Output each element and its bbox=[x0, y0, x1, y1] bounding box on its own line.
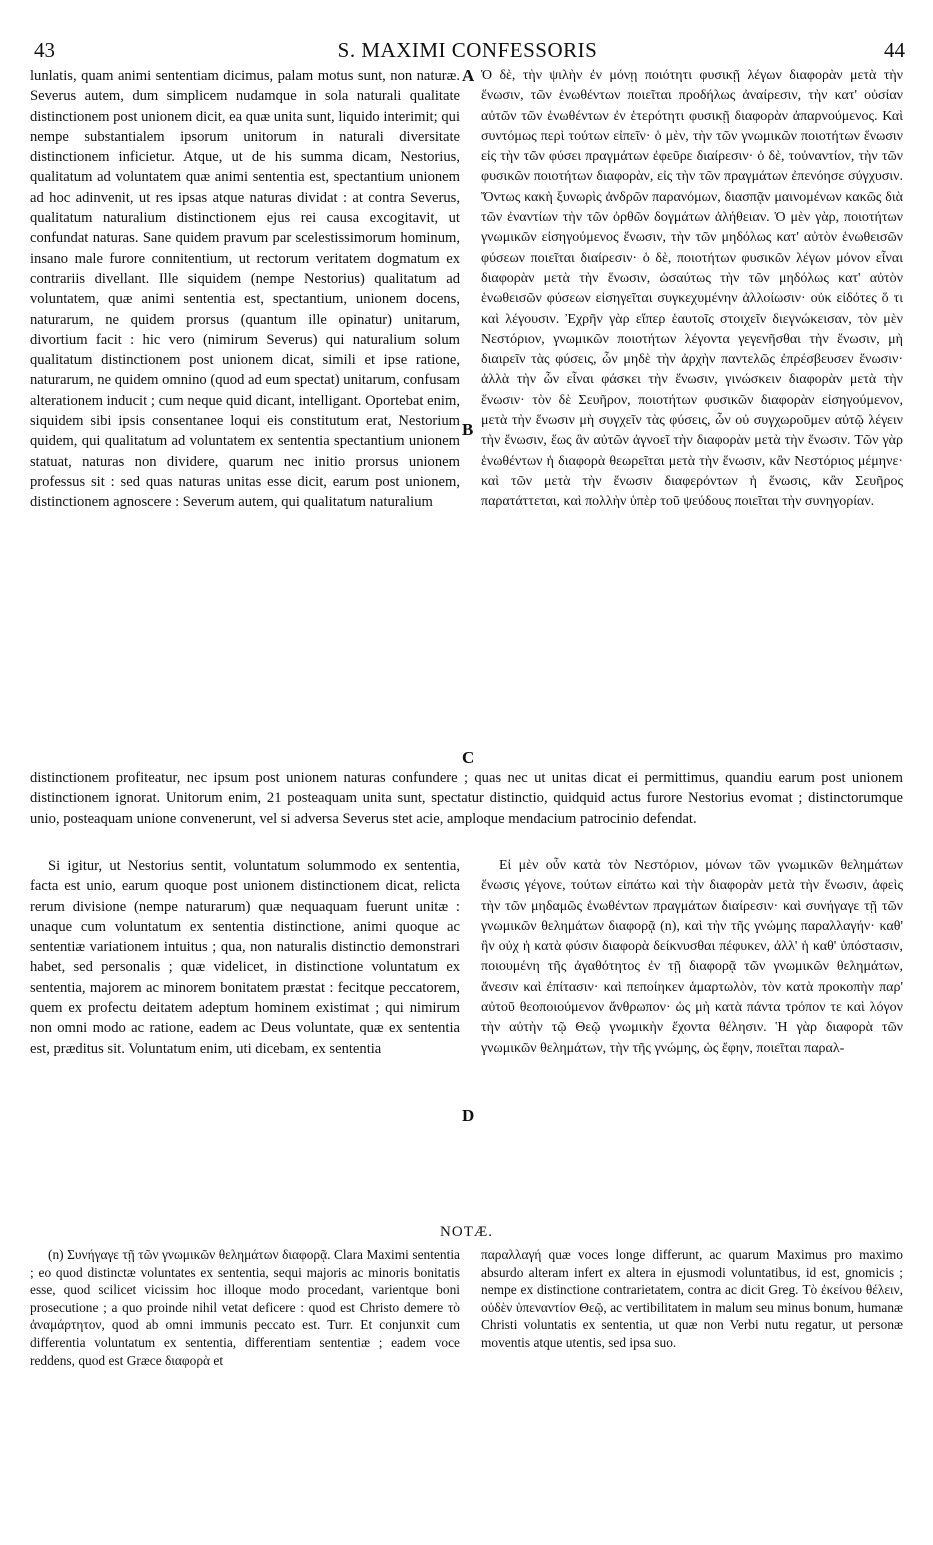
latin-full-width-paragraph bbox=[30, 768, 903, 829]
page-number-right: 44 bbox=[884, 38, 905, 62]
note-right-column bbox=[481, 1246, 903, 1352]
margin-marker-c: C bbox=[462, 748, 475, 767]
greek-text-bottom: Εἰ μὲν οὖν κατὰ τὸν Νεστόριον, μόνων τῶν γνωμικῶν θελημάτων ἕνωσις γέγονε, τούτων εἰπάτω καὶ τὴν διαφορὰν μετὰ τὴν ἕνωσιν, ἀφεὶς τὴν τῶν μηδαμῶς ἑνωθέντων πραγμάτων διαίρεσιν· καὶ συνήγαγε τῇ τῶν γνωμικῶν θελημάτων διαφορᾷ (n), καὶ τὴν τῆς γνώμης παραλλαγήν· καθ' ἣν οὐχ ἡ κατὰ φύσιν διαφορὰ δείκνυσθαι πέφυκεν, ἀλλ' ἡ καθ' ὑπόστασιν, ποιουμένη τῆς ἀγαθότητος ἐν τῇ διαφορᾷ τῶν γνωμικῶν θελημάτων, ἄνεσιν καὶ ἐπίτασιν· καὶ πεποίηκεν ἁμαρτωλὸν, τὸν κατὰ προκοπὴν παρ' αὐτοῦ θεοποιούμενον ἄνθρωπον· ὡς μὴ κατὰ πάντα τρόπον τε καὶ λόγον τὴν αὐτὴν τῷ Θεῷ γνωμικὴν ἔχοντα θέλησιν. Ἡ γὰρ διαφορὰ τῶν γνωμικῶν θελημάτων, τὴν τῆς γνώμης, ὡς ἔφην, ποιεῖται παραλ- bbox=[481, 858, 903, 1056]
margin-marker-d: D bbox=[462, 1106, 475, 1125]
notes-heading: NOTÆ. bbox=[440, 1224, 493, 1240]
latin-text-full: distinctionem profiteatur, nec ipsum post unionem naturas confundere ; quas nec ut unitas dicat ei permittimus, quandiu earum post unionem distinctionem ignorat. Unitorum enim, 21 posteaquam unita sunt, spectatur distinctio, quidquid actus furore Nestorius evomat ; distinctorumque unio, posteaquam unione convenerunt, vel si adversa Severus stet acie, amploque mendacium patrocinio defendat. bbox=[30, 770, 903, 827]
greek-column-top bbox=[481, 66, 903, 513]
note-left-column bbox=[30, 1246, 460, 1369]
running-title: S. MAXIMI CONFESSORIS bbox=[337, 38, 598, 62]
latin-text-bottom: Si igitur, ut Nestorius sentit, voluntatum solummodo ex sententia, facta est unio, earum quoque post unionem distinctionem dicat, relicta rerum divisione (nempe naturarum) quæ nequaquam fuerunt unitæ : unaque cum voluntatum ex sententia distinctione, animi quoque ac sententiæ variationem intuitus ; qua, non naturalis distinctio demonstrari habet, sed personalis ; quæ videlicet, in distinctione voluntatum ex sententia, majorem ac minorem bonitatem præstat : fecitque peccatorem, quem ex profectu deitatem adeptum hominem existimat ; qui nimirum non omni modo ac ratione, eadem ac Deus voluntate, quæ ex sententia est, præditus sit. Voluntatum enim, uti dicebam, ex sententia bbox=[30, 858, 460, 1057]
page-number-left: 43 bbox=[34, 38, 55, 62]
page-header bbox=[30, 38, 905, 64]
margin-marker-b: B bbox=[462, 420, 474, 439]
greek-column-bottom bbox=[481, 856, 903, 1059]
note-right-text: παραλλαγή quæ voces longe differunt, ac quarum Maximus pro maximo absurdo alteram infert ex altera in ejusmodi voluntatibus, id est, gnomicis ; nempe ex distinctione contrarietatem, contra ac dicit Greg. Τὸ ἐκείνου θέλειν, οὐδὲν ὑπεναντίον Θεῷ, ac vertibilitatem in malum seu minus bonum, humanæ Christi voluntatis ex sententia, ut quæ non Verbi nutu regatur, ut personæ moventis atque utentis, sed ipsa suo. bbox=[481, 1247, 903, 1350]
note-left-text: (n) Συνήγαγε τῇ τῶν γνωμικῶν θελημάτων διαφορᾷ. Clara Maximi sententia ; eo quod distinctæ voluntates ex sententia, sequi majoris ac minoris bonitatis esse, quod scilicet vicissim hoc illoque modo procedant, varientque boni prosecutione ; a quo proinde nihil vetat deficere : quod est Christo demere τὸ ἀναμάρτητον, quod ab omni immunis peccato est. Turr. Et conjunxit cum differentia voluntatum ex sententia, differentiam sententiæ ; eadem voce reddens, quod est Græce διαφορὰ et bbox=[30, 1247, 460, 1368]
greek-text-top: Ὁ δὲ, τὴν ψιλὴν ἐν μόνῃ ποιότητι φυσικῇ λέγων διαφορὰν μετὰ τὴν ἕνωσιν, τῶν ἑνωθέντων ποιεῖται προδήλως ἀναίρεσιν, τὴν κατ' οὐσίαν αὐτῶν τῶν ἑνωθέντων ἐν ἑτερότητι φυσικῇ διαφορὰν ἀπαρνούμενος. Καὶ συντόμως περὶ τούτων εἰπεῖν· ὁ μὲν, τὴν τῶν γνωμικῶν ποιοτήτων ἕνωσιν εἰς τὴν τῶν φύσει πραγμάτων ἐφεῦρε διαίρεσιν· ὁ δὲ, τοὐναντίον, τὴν τῶν φυσικῶν ποιοτήτων διαφορὰν, εἰς τὴν τῶν πραγμάτων ἐπενόησε σύγχυσιν. Ὄντως κακὴ ξυνωρὶς ἀνδρῶν παρανόμων, διασπᾷν μαινομένων κακῶς διὰ τῶν ἐναντίων τὴν τῶν ὀρθῶν δογμάτων ἀλήθειαν. Ὁ μὲν γὰρ, ποιοτήτων γνωμικῶν εἰσηγούμενος ἕνωσιν, τὴν τῶν μηδόλως κατ' αὐτὸν ἑνωθεισῶν φύσεων ποιεῖται διαίρεσιν· ὁ δὲ, ποιοτήτων φυσικῶν λέγων μόνον εἶναι διαφορὰν μετὰ τὴν ἕνωσιν, ὡσαύτως τὴν τῶν μηδόλως κατ' αὐτὸν ἑνωθεισῶν φύσεων εἰσηγεῖται συγκεχυμένην ἀλλοίωσιν· οὐκ εἰδότες ὅ τι καὶ λέγουσιν. Ἐχρῆν γὰρ εἴπερ ἑαυτοῖς στοιχεῖν διεγνώκεισαν, τὸν μὲν Νεστόριον, γνωμικῶν ποιοτήτων λέγοντα γεγενῆσθαι τὴν ἕνωσιν, μὴ διαιρεῖν τὰς φύσεις, ὧν μηδὲ τὴν ἀρχὴν παντελῶς ἐπρέσβευσεν ἕνωσιν· ἀλλὰ τὴν ὧν εἶναι φάσκει τὴν ἕνωσιν, γινώσκειν διαφορὰν μετὰ τὴν ἕνωσιν· τὸν δὲ Σευῆρον, ποιοτήτων φυσικῶν διαφορὰν εἰσηγούμενον, μετὰ τὴν ἕνωσιν μὴ συγχεῖν τὰς φύσεις, ὧν οὐ συγχωροῦμεν αὐτῷ λέγειν τὴν ἕνωσιν, ἕως ἂν αὐτῶν ἀγνοεῖ τὴν διαφορὰν μετὰ τὴν ἕνωσιν. Τῶν γὰρ ἑνωθέντων ἡ διαφορὰ θεωρεῖται μετὰ τὴν ἕνωσιν, κἂν Νεστόριος μέμηνε· καὶ τῶν μετὰ τὴν ἕνωσιν διαφερόντων ἡ ἕνωσις, κἂν Σευῆρος παρατάττεται, καὶ πολλὴν ὑπὲρ τοῦ ψεύδους ποιεῖται τὴν συνηγορίαν. bbox=[481, 68, 903, 510]
margin-marker-a: A bbox=[462, 66, 475, 85]
latin-text-top: lunlatis, quam animi sententiam dicimus, palam motus sunt, non naturæ. Severus autem, dum simplicem nudamque in sola naturali qualitate distinctionem post unionem dicit, ea quæ unita sunt, liquido interimit; qui nempe substantialem ipsorum unitorum in naturali diversitate distinctionem inficietur. Atque, ut de his summa dicam, Nestorius, qualitatum ad voluntatem quæ animi sententia est, spectantium unionem ad hoc adinvenit, ut res ipsas atque naturas dividat : at contra Severus, qualitatum naturalium distinctionem ejus rei causa excogitavit, ut confundat naturas. Sane quidem pravum par scelestissimorum hominum, insano male furore connitentium, ut rectorum veritatem dogmatum ex contrariis divellant. Ille siquidem (nempe Nestorius) qualitatum ad voluntatem, quæ animi sententia est, spectantium, unionem docens, naturarum, ne quidem prorsus (quantum ille opinatur) unitarum, divortium facit : hic vero (nimirum Severus) qui naturalium solum qualitatum distinctionem post unionem dicat, simili et ipse ratione, naturarum, ne quidem omnino (quod ad eum spectat) unitarum, confusam alterationem inducit ; cum neque quid dicant, intelligant. Oportebat enim, siquidem sibi ipsis consentanee loqui eis constitutum erat, Nestorium quidem, qui qualitatum ad voluntatem ex sententia spectantium unionem statuat, naturas non dividere, quarum nec initio prorsus unionem professus sit : sed quas naturas unitas esse dicit, earum post unionem, distinctionem agnoscere : Severum autem, qui qualitatum naturalium bbox=[30, 68, 460, 511]
latin-column-top bbox=[30, 66, 460, 513]
latin-column-bottom bbox=[30, 856, 460, 1059]
